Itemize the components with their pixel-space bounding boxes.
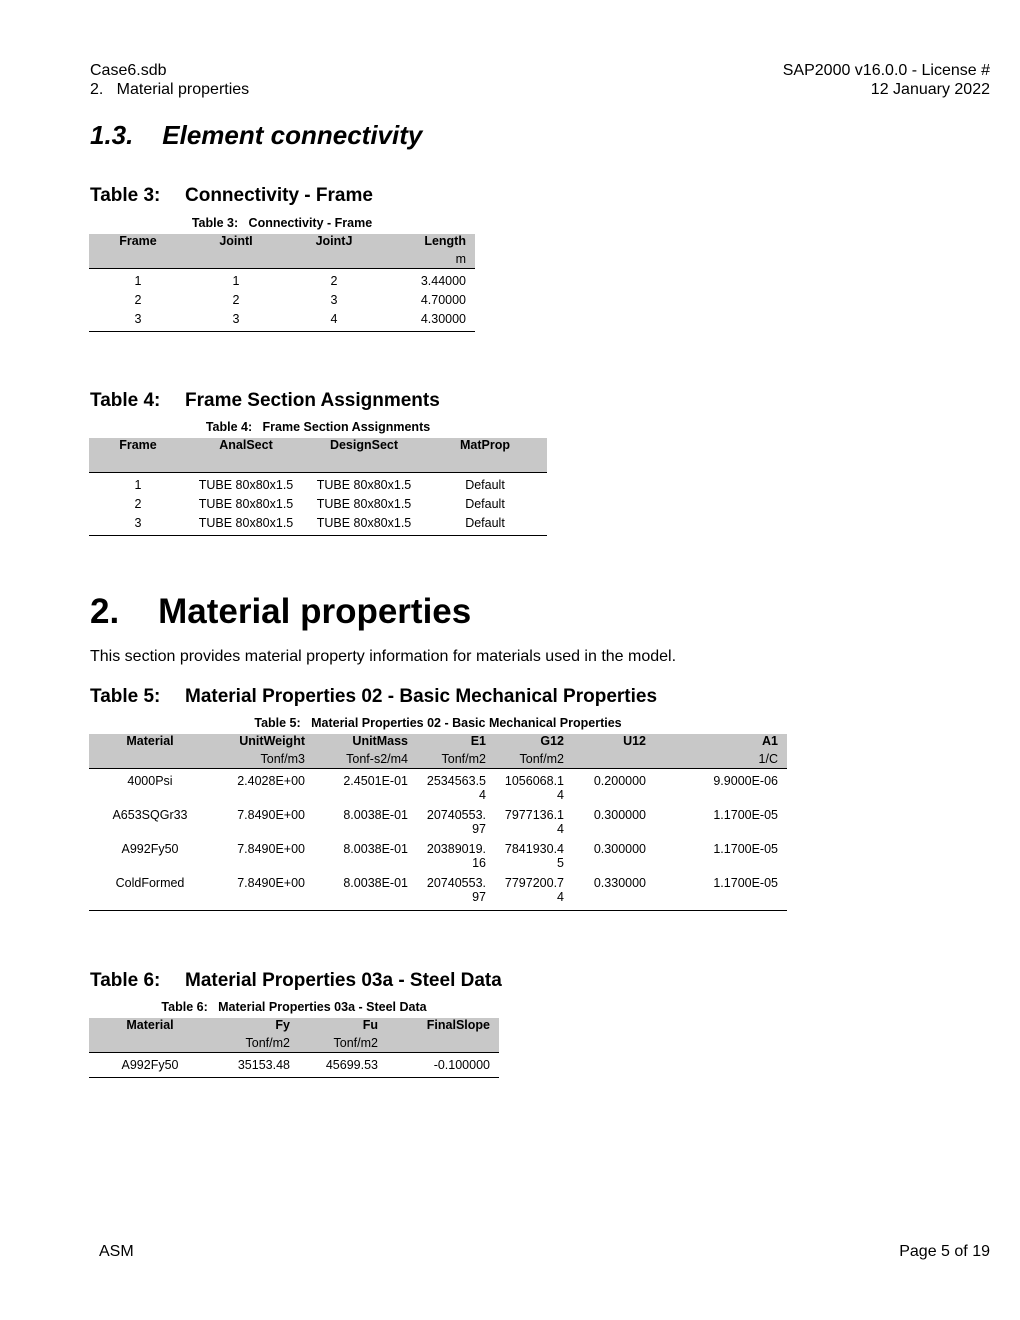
table-cell: 0.200000 (593, 774, 646, 788)
unit-cell (89, 752, 211, 769)
table-cell: 1056068.1 4 (504, 774, 564, 802)
units-row (89, 752, 787, 769)
page-current: 5 (941, 1243, 950, 1260)
section-heading-material-properties: 2. Material properties (90, 592, 472, 631)
column-header: Fu (299, 1018, 387, 1036)
table-cell: 4.30000 (383, 312, 475, 331)
unit-cell: Tonf/m3 (211, 752, 314, 769)
table3-inner-caption: Table 3: Connectivity - Frame (191, 216, 373, 230)
table-cell: 2 (232, 293, 240, 307)
unit-cell (423, 456, 547, 473)
column-header: Material (89, 734, 211, 752)
table-cell: ColdFormed (89, 876, 211, 910)
units-row (89, 252, 475, 269)
table6-number: Table 6: (90, 970, 161, 991)
table-row (89, 312, 475, 331)
table-row (89, 497, 547, 516)
table-row (89, 478, 547, 497)
table3-caption (90, 185, 373, 207)
table-cell: 7977136.1 4 (504, 808, 564, 836)
table-row (89, 274, 475, 293)
table-cell: TUBE 80x80x1.5 (187, 516, 305, 535)
table-row (89, 774, 787, 808)
unit-cell (89, 252, 187, 269)
table-cell: TUBE 80x80x1.5 (305, 516, 423, 535)
table-cell: 45699.53 (299, 1058, 387, 1077)
table-cell: A653SQGr33 (112, 808, 188, 822)
unit-cell (89, 456, 187, 473)
table-cell: 3 (89, 312, 187, 331)
table4-frame-section-assignments (89, 438, 547, 536)
table-row (89, 1058, 499, 1077)
table-cell: 3 (187, 312, 285, 331)
table-cell: 7.8490E+00 (237, 808, 305, 822)
table-cell: 3 (330, 293, 338, 307)
table-cell: 2.4028E+00 (237, 774, 305, 788)
table-cell: TUBE 80x80x1.5 (316, 497, 412, 511)
table-header-row (89, 1018, 499, 1036)
footer-page-number (899, 1242, 990, 1261)
column-header: MatProp (423, 438, 547, 456)
table-cell: A992Fy50 (121, 842, 179, 856)
column-header: Fy (211, 1018, 299, 1036)
unit-cell: 1/C (655, 752, 787, 769)
table-cell: 2.4501E-01 (343, 774, 408, 788)
unit-cell: Tonf/m2 (299, 1036, 387, 1053)
column-header: A1 (655, 734, 787, 752)
table-cell: 8.0038E-01 (343, 842, 408, 856)
table-cell: 0.300000 (593, 842, 646, 856)
units-row (89, 456, 547, 473)
table4-title: Frame Section Assignments (185, 390, 440, 411)
page-of-label: of (954, 1243, 968, 1260)
unit-cell (285, 252, 383, 269)
table-row (89, 842, 787, 876)
table5-caption (90, 686, 657, 708)
table4-number: Table 4: (90, 390, 161, 411)
table-cell: 4 (285, 312, 383, 331)
header-section: 2. Material properties (90, 81, 250, 98)
table6-title: Material Properties 03a - Steel Data (185, 970, 502, 991)
table-row (89, 293, 475, 312)
table-header-row (89, 234, 475, 252)
header-date: 12 January 2022 (870, 81, 990, 98)
table-cell: 4.70000 (420, 293, 466, 307)
column-header: DesignSect (305, 438, 423, 456)
unit-cell: m (383, 252, 475, 269)
table-cell: 2 (134, 497, 142, 511)
table-cell: 7841930.4 5 (504, 842, 564, 870)
table-cell: 1.1700E-05 (713, 808, 778, 822)
table-cell: 8.0038E-01 (343, 808, 408, 822)
table-cell: 7.8490E+00 (237, 842, 305, 856)
unit-cell (305, 456, 423, 473)
table-cell: 0.330000 (573, 876, 655, 910)
table-cell: 20740553. 97 (426, 808, 486, 836)
table3-connectivity-frame (89, 234, 475, 332)
table-cell: Default (465, 478, 505, 492)
column-header: Material (89, 1018, 211, 1036)
table4-caption (90, 390, 440, 412)
table-row (89, 876, 787, 910)
column-header: JointI (187, 234, 285, 252)
column-header: JointJ (285, 234, 383, 252)
section-description: This section provides material property information for materials used in the model. (90, 648, 677, 665)
table-cell: 9.9000E-06 (713, 774, 778, 788)
column-header: G12 (495, 734, 573, 752)
section-heading-element-connectivity: 1.3. Element connectivity (90, 120, 423, 150)
table5-inner-caption: Table 5: Material Properties 02 - Basic Mechanical Properties (254, 716, 622, 730)
unit-cell (187, 456, 305, 473)
column-header: Frame (89, 438, 187, 456)
table-cell: 0.300000 (593, 808, 646, 822)
units-row (89, 1036, 499, 1053)
table-cell: 2 (330, 274, 338, 288)
table3-title: Connectivity - Frame (185, 185, 373, 206)
unit-cell: Tonf-s2/m4 (314, 752, 417, 769)
table-cell: A992Fy50 (89, 1058, 211, 1077)
table-cell: 4000Psi (127, 774, 173, 788)
page-total: 19 (972, 1243, 990, 1260)
table-cell: Default (423, 516, 547, 535)
unit-cell: Tonf/m2 (211, 1036, 299, 1053)
table6-steel-data (89, 1018, 499, 1078)
table-cell: 20740553. 97 (417, 876, 495, 910)
table-cell: 1 (134, 274, 142, 288)
table4-inner-caption: Table 4: Frame Section Assignments (205, 420, 431, 434)
unit-cell: Tonf/m2 (417, 752, 495, 769)
column-header: UnitMass (314, 734, 417, 752)
column-header: Length (383, 234, 475, 252)
table-cell: TUBE 80x80x1.5 (198, 478, 294, 492)
table6-inner-caption: Table 6: Material Properties 03a - Steel Data (161, 1000, 427, 1014)
table-cell: 20389019. 16 (426, 842, 486, 870)
table-cell: -0.100000 (387, 1058, 499, 1077)
column-header: UnitWeight (211, 734, 314, 752)
unit-cell (89, 1036, 211, 1053)
table-row (89, 516, 547, 535)
table6-caption (90, 970, 502, 992)
column-header: FinalSlope (387, 1018, 499, 1036)
table-cell: 8.0038E-01 (314, 876, 417, 910)
unit-cell (387, 1036, 499, 1053)
table-cell: TUBE 80x80x1.5 (316, 478, 412, 492)
table-cell: TUBE 80x80x1.5 (198, 497, 294, 511)
table-header-row (89, 734, 787, 752)
table-cell: 35153.48 (211, 1058, 299, 1077)
table-cell: 7.8490E+00 (211, 876, 314, 910)
table-cell: 1.1700E-05 (713, 842, 778, 856)
table-cell: 3.44000 (420, 274, 466, 288)
table-row (89, 808, 787, 842)
table3-number: Table 3: (90, 185, 161, 206)
table-cell: 1 (232, 274, 240, 288)
table5-basic-mechanical-properties (89, 734, 787, 911)
table5-title: Material Properties 02 - Basic Mechanical Properties (185, 686, 658, 707)
column-header: Frame (89, 234, 187, 252)
table-cell: 7797200.7 4 (495, 876, 573, 910)
table-cell: 2 (134, 293, 142, 307)
table-cell: 1.1700E-05 (655, 876, 787, 910)
table-cell: Default (465, 497, 505, 511)
unit-cell: Tonf/m2 (495, 752, 573, 769)
column-header: E1 (417, 734, 495, 752)
column-header: AnalSect (187, 438, 305, 456)
column-header: U12 (573, 734, 655, 752)
table-cell: 3 (89, 516, 187, 535)
table-header-row (89, 438, 547, 456)
header-file: Case6.sdb (90, 62, 167, 79)
table-cell: 2534563.5 4 (426, 774, 486, 802)
unit-cell (187, 252, 285, 269)
header-program: SAP2000 v16.0.0 - License # (782, 62, 990, 79)
table-cell: 1 (134, 478, 142, 492)
unit-cell (573, 752, 655, 769)
page-label: Page (899, 1243, 937, 1260)
table5-number: Table 5: (90, 686, 161, 707)
footer-left: ASM (99, 1243, 134, 1260)
